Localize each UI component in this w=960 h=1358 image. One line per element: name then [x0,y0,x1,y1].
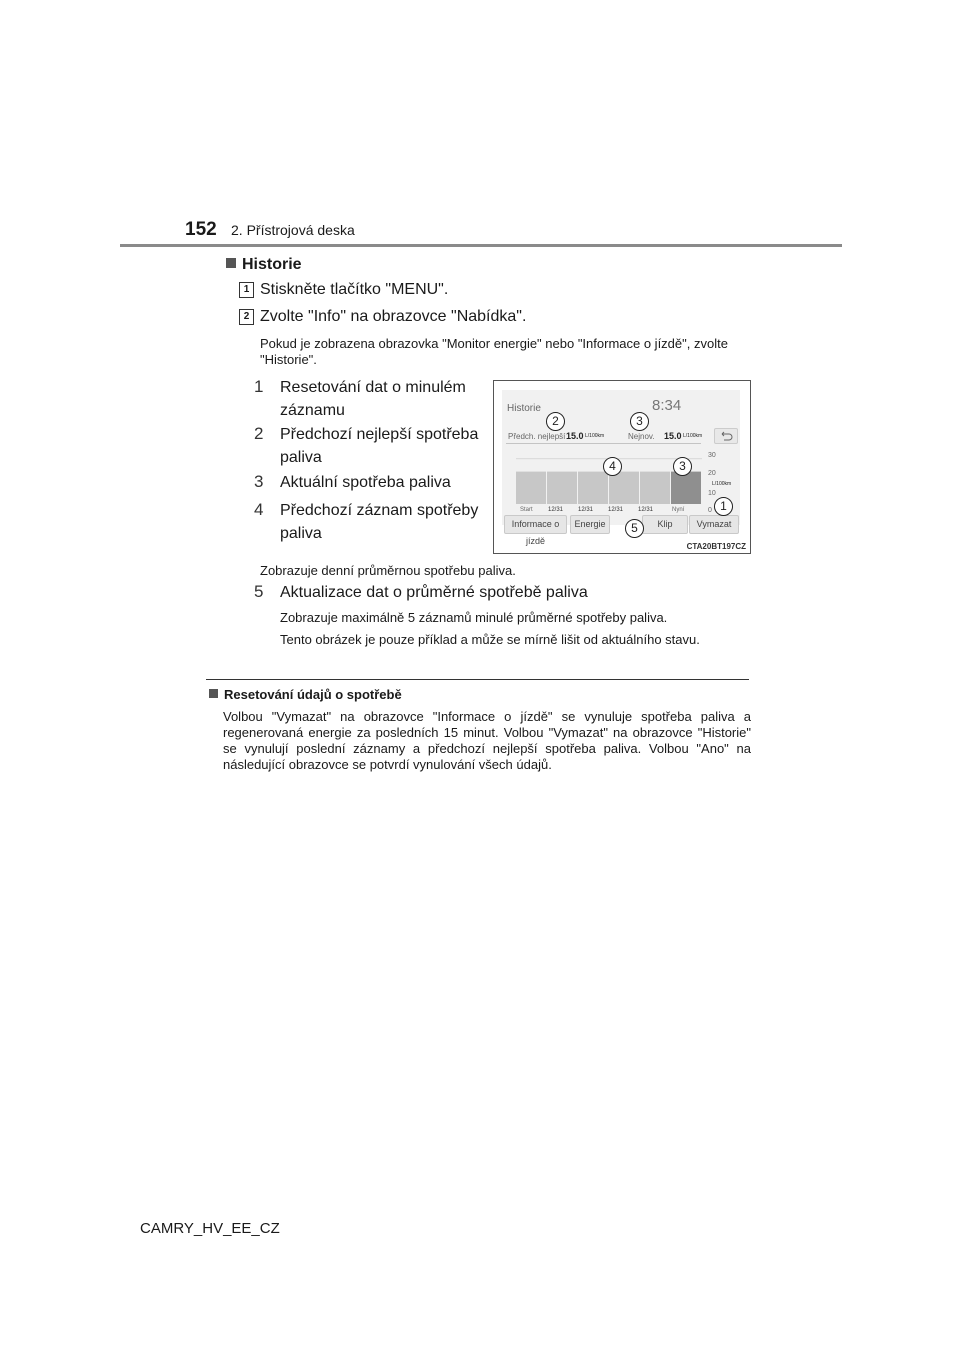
heading-text: Historie [242,256,302,273]
step-2-text: Zvolte "Info" na obrazovce "Nabídka". [260,308,527,325]
chart-bar-6 [671,472,701,504]
y-tick-10: 10 [708,490,716,497]
x-label-5: 12/31 [638,507,654,513]
callout-number-5: 5 [254,582,264,601]
marker-2: 2 [546,412,565,431]
energy-button[interactable]: Energie [570,515,610,534]
page-number: 152 [185,219,217,240]
y-tick-30: 30 [708,452,716,459]
marker-5: 5 [625,519,644,538]
x-label-start: Start [520,507,533,513]
y-tick-0: 0 [708,507,712,514]
screen-best-value: 15.0 [566,431,584,441]
callout-2-text: Předchozí nejlepší spotřeba paliva [280,426,479,466]
figure-code: CTA20BT197CZ [686,542,746,551]
y-unit: L/100km [712,481,732,487]
clear-button[interactable]: Vymazat [689,515,739,534]
screen-time: 8:34 [652,397,682,414]
marker-3-top: 3 [630,412,649,431]
x-label-now: Nyní [672,507,685,513]
screen-latest-label: Nejnov. [628,432,655,441]
footer-document-code: CAMRY_HV_EE_CZ [140,1220,280,1237]
marker-3-bar: 3 [673,457,692,476]
callout-5-note-1: Zobrazuje maximálně 5 záznamů minulé průměrné spotřeby paliva. [280,610,668,625]
step-number-1: 1 [239,282,254,298]
chart-bar-1 [516,472,546,504]
step-1-text: Stiskněte tlačítko "MENU". [260,281,449,298]
chart-bar-4 [609,472,639,504]
screen-best-label: Předch. nejlepší [508,432,566,441]
section-title: 2. Přístrojová deska [231,222,355,238]
marker-4: 4 [603,457,622,476]
square-bullet-icon [209,689,218,698]
callout-5-text: Aktualizace dat o průměrné spotřebě paliva [280,584,588,601]
callout-number-3: 3 [254,472,264,491]
section2-body: Volbou "Vymazat" na obrazovce "Informace o jízdě" se vynuluje spotřeba paliva a regenerovaná energie za posledních 15 minut. Volbou "Vymazat" na obrazovce "Historie" se vynulují poslední záznamy a předchozí nejlepší spotřeba paliva. Volbou "Ano" na následující obrazovce se potvrdí vynulování všech údajů. [223,709,751,772]
screen-best-unit: L/100km [585,433,605,439]
callout-number-1: 1 [254,377,264,396]
callout-4-note: Zobrazuje denní průměrnou spotřebu paliva. [260,563,516,578]
callout-1-text: Resetování dat o minulém záznamu [280,379,466,419]
chart-bar-2 [547,472,577,504]
chart-bar-5 [640,472,670,504]
y-tick-20: 20 [708,470,716,477]
screen-display [502,390,740,546]
clip-button[interactable]: Klip [642,515,688,534]
x-label-2: 12/31 [548,507,564,513]
marker-1: 1 [714,497,733,516]
screen-latest-unit: L/100km [683,433,703,439]
square-bullet-icon [226,258,236,268]
history-screen-figure [493,380,751,554]
chart-bar-3 [578,472,608,504]
step-number-2: 2 [239,309,254,325]
callout-number-4: 4 [254,500,264,519]
callout-3-text: Aktuální spotřeba paliva [280,474,451,491]
x-label-3: 12/31 [578,507,594,513]
section2-divider [206,679,749,680]
trip-info-button[interactable]: Informace o jízdě [504,515,567,534]
heading-historie [226,256,302,274]
header-divider [120,244,842,247]
step-note: Pokud je zobrazena obrazovka "Monitor energie" nebo "Informace o jízdě", zvolte "Historie". [260,336,728,367]
screen-latest-value: 15.0 [664,431,682,441]
screen-title: Historie [507,403,541,414]
x-label-4: 12/31 [608,507,624,513]
callout-4-text: Předchozí záznam spotřeby paliva [280,502,479,542]
callout-5-note-2: Tento obrázek je pouze příklad a může se mírně lišit od aktuálního stavu. [280,632,700,647]
callout-number-2: 2 [254,424,264,443]
consumption-bar-chart [502,390,740,525]
section2-title [209,687,402,702]
section2-title-text: Resetování údajů o spotřebě [224,687,402,702]
